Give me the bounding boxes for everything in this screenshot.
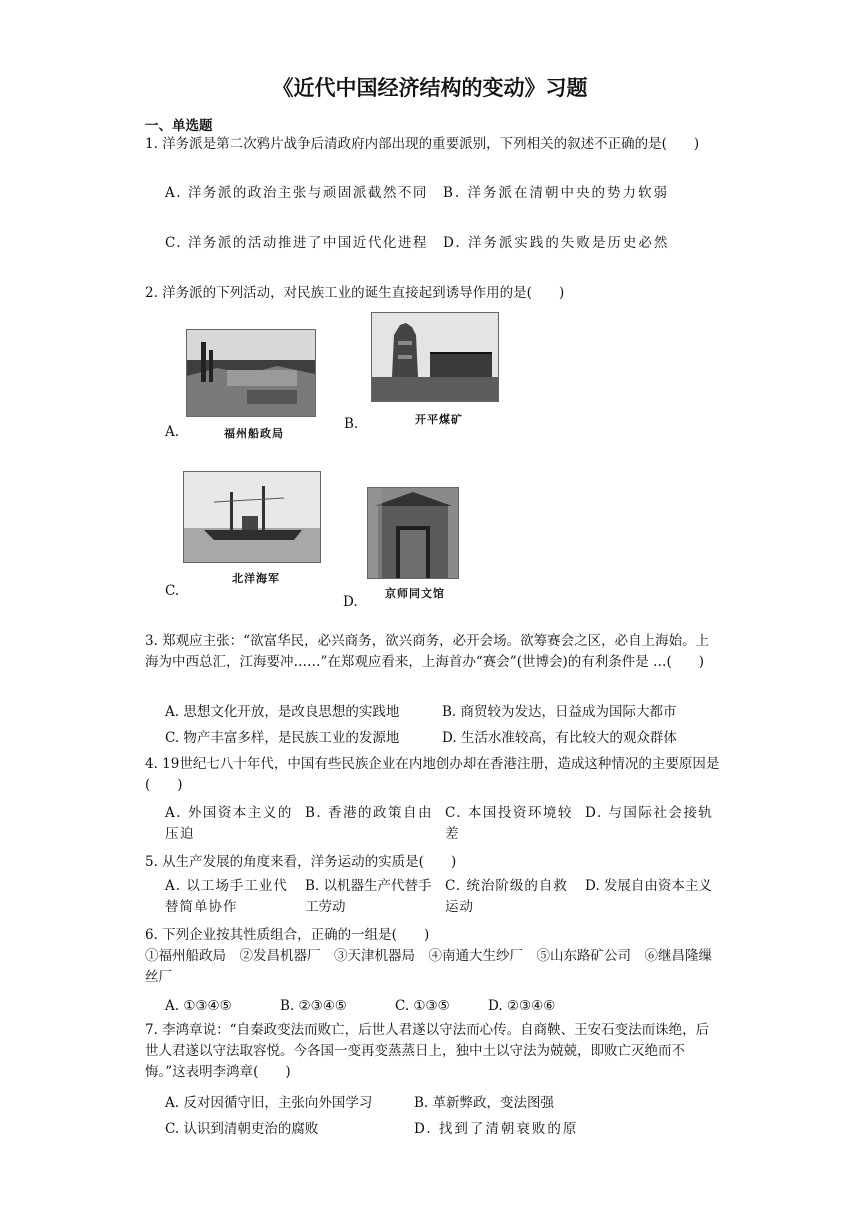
q3-option-b[interactable]: B. 商贸较为发达，日益成为国际大都市	[442, 704, 677, 720]
q3-option-c[interactable]: C. 物产丰富多样，是民族工业的发源地	[165, 730, 400, 746]
q6-option-b[interactable]: B. ②③④⑤	[280, 998, 347, 1014]
question-6-stem: 6. 下列企业按其性质组合，正确的一组是( )	[145, 927, 430, 943]
q1-option-b[interactable]: B. 洋务派在清朝中央的势力软弱	[443, 185, 670, 201]
question-5-stem: 5. 从生产发展的角度来看，洋务运动的实质是( )	[145, 854, 457, 870]
q4-option-c[interactable]: C. 本国投资环境较差	[445, 805, 573, 842]
q7-option-d[interactable]: D. 找到了清朝衰败的原	[414, 1121, 579, 1137]
q5-option-d[interactable]: D. 发展自由资本主义	[585, 878, 712, 894]
fuzhou-shipyard-photo	[186, 329, 316, 417]
question-1-stem: 1. 洋务派是第二次鸦片战争后清政府内部出现的重要派别，下列相关的叙述不正确的是( )	[145, 136, 700, 152]
q6-option-a[interactable]: A. ①③④⑤	[165, 998, 232, 1014]
q2-option-d-caption: 京师同文馆	[385, 587, 445, 600]
tongwen-guan-photo	[367, 487, 459, 579]
page-title: 《近代中国经济结构的变动》习题	[272, 76, 588, 100]
section-heading: 一、单选题	[145, 118, 213, 134]
q7-option-c[interactable]: C. 认识到清朝吏治的腐败	[165, 1121, 319, 1137]
q5-option-c[interactable]: C. 统治阶级的自救运动	[445, 878, 568, 915]
question-4-stem: 4. 19世纪七八十年代，中国有些民族企业在内地创办却在香港注册，造成这种情况的主要原因是( )	[145, 756, 720, 793]
question-2-stem: 2. 洋务派的下列活动，对民族工业的诞生直接起到诱导作用的是( )	[145, 285, 565, 301]
beiyang-fleet-photo	[183, 471, 321, 563]
q7-option-a[interactable]: A. 反对因循守旧，主张向外国学习	[165, 1095, 373, 1111]
q2-option-c-caption: 北洋海军	[232, 572, 280, 585]
q5-option-a[interactable]: A. 以工场手工业代替简单协作	[165, 878, 288, 915]
q4-option-b[interactable]: B. 香港的政策自由	[305, 805, 434, 821]
q3-option-a[interactable]: A. 思想文化开放，是改良思想的实践地	[165, 704, 400, 720]
question-7-stem: 7. 李鸿章说：“自秦政变法而败亡，后世人君遂以守法而心传。自商鞅、王安石变法而诛绝，后世人君遂以守法取容悦。今各国一变再变蒸蒸日上，独中土以守法为兢兢，即败亡灭绝而不悔。”这表明李鸿章( )	[145, 1022, 710, 1080]
q2-option-a-caption: 福州船政局	[224, 427, 284, 440]
q2-option-b-caption: 开平煤矿	[415, 413, 463, 426]
q1-option-a[interactable]: A. 洋务派的政治主张与顽固派截然不同	[165, 185, 428, 201]
q1-option-d[interactable]: D. 洋务派实践的失败是历史必然	[443, 235, 670, 251]
question-3-stem: 3. 郑观应主张：“欲富华民，必兴商务，欲兴商务，必开会场。欲筹赛会之区，必自上海始。上海为中西总汇，江海要冲……”在郑观应看来，上海首办“赛会”(世博会)的有利条件是 …( )	[145, 633, 710, 670]
q4-option-a[interactable]: A. 外国资本主义的压迫	[165, 805, 293, 842]
q3-option-d[interactable]: D. 生活水准较高，有比较大的观众群体	[442, 730, 677, 746]
q6-items: ①福州船政局 ②发昌机器厂 ③天津机器局 ④南通大生纱厂 ⑤山东路矿公司 ⑥继昌隆缫丝厂	[145, 948, 712, 985]
q2-option-c-label[interactable]: C.	[165, 583, 180, 599]
kaiping-coal-mine-photo	[371, 312, 499, 402]
q7-option-b[interactable]: B. 革新弊政，变法图强	[414, 1095, 555, 1111]
q2-option-a-label[interactable]: A.	[165, 424, 180, 440]
q6-option-c[interactable]: C. ①③⑤	[395, 998, 450, 1014]
q5-option-b[interactable]: B. 以机器生产代替手工劳动	[305, 878, 432, 915]
q2-option-b-label[interactable]: B.	[344, 416, 359, 432]
q2-option-d-label[interactable]: D.	[343, 594, 358, 610]
q1-option-c[interactable]: C. 洋务派的活动推进了中国近代化进程	[165, 235, 428, 251]
q4-option-d[interactable]: D. 与国际社会接轨	[585, 805, 714, 821]
q6-option-d[interactable]: D. ②③④⑥	[488, 998, 556, 1014]
